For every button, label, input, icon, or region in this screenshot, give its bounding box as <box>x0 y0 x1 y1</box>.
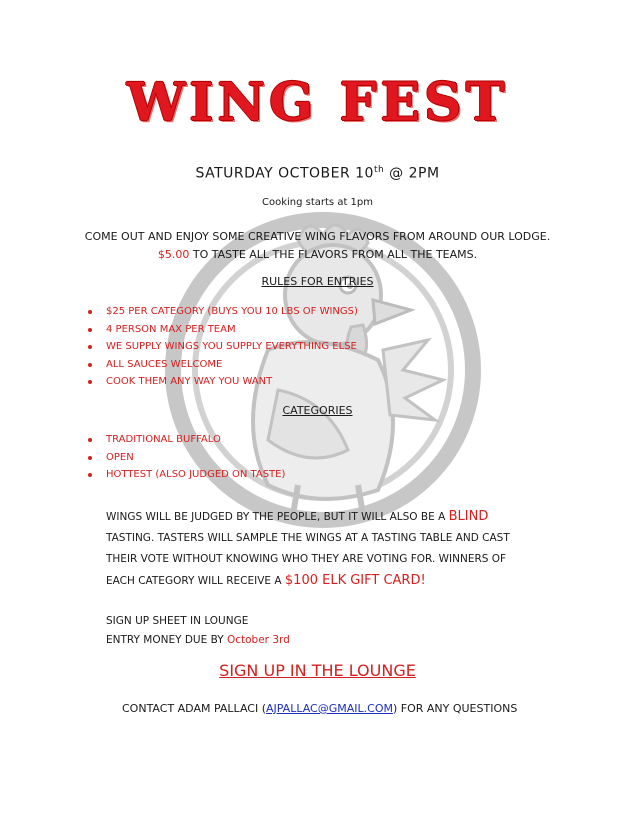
entry-money-date: October 3rd <box>226 634 290 646</box>
event-date <box>0 165 635 182</box>
category-item: TRADITIONAL BUFFALO <box>86 431 285 449</box>
entry-money-label: ENTRY MONEY DUE BY <box>106 634 227 646</box>
blind-highlight: BLIND <box>448 509 489 524</box>
rules-heading: RULES FOR ENTRIES <box>261 275 374 288</box>
judging-paragraph <box>106 506 576 592</box>
categories-list <box>86 431 285 484</box>
rules-list <box>86 303 358 391</box>
judging-line-4 <box>106 570 576 592</box>
date-suffix: th <box>373 165 385 175</box>
prize-highlight: $100 ELK GIFT CARD! <box>284 573 426 588</box>
judging-text-1: WINGS WILL BE JUDGED BY THE PEOPLE, BUT IT WILL ALSO BE A <box>106 511 449 523</box>
date-time: @ 2PM <box>384 165 440 182</box>
contact-email-link[interactable]: AJPALLAC@GMAIL.COM <box>265 702 393 715</box>
rule-item: $25 PER CATEGORY (BUYS YOU 10 LBS OF WINGS) <box>86 303 358 321</box>
rule-item: ALL SAUCES WELCOME <box>86 356 358 374</box>
signup-banner: SIGN UP IN THE LOUNGE <box>219 661 416 680</box>
judging-line-3: THEIR VOTE WITHOUT KNOWING WHO THEY ARE VOTING FOR. WINNERS OF <box>106 553 507 565</box>
signup-sheet-note: SIGN UP SHEET IN LOUNGE <box>106 615 249 627</box>
entry-money-note <box>106 631 576 650</box>
judging-text-4: EACH CATEGORY WILL RECEIVE A <box>106 575 285 587</box>
intro-line-2 <box>0 246 635 264</box>
category-item: HOTTEST (ALSO JUDGED ON TASTE) <box>86 466 285 484</box>
cooking-start-time: Cooking starts at 1pm <box>261 197 373 208</box>
category-item: OPEN <box>86 449 285 467</box>
intro-text <box>0 228 635 264</box>
rule-item: 4 PERSON MAX PER TEAM <box>86 321 358 339</box>
contact-text-before: CONTACT ADAM PALLACI ( <box>122 702 266 715</box>
intro-line-1: COME OUT AND ENJOY SOME CREATIVE WING FLAVORS FROM AROUND OUR LODGE. <box>84 230 551 243</box>
contact-text-after: ) FOR ANY QUESTIONS <box>392 702 518 715</box>
intro-line-2-text: TO TASTE ALL THE FLAVORS FROM ALL THE TEAMS. <box>189 248 478 261</box>
date-day: SATURDAY OCTOBER 10 <box>195 165 374 182</box>
contact-line <box>122 702 517 715</box>
signup-info <box>106 612 576 650</box>
rule-item: COOK THEM ANY WAY YOU WANT <box>86 373 358 391</box>
judging-line-1 <box>106 506 576 528</box>
rule-item: WE SUPPLY WINGS YOU SUPPLY EVERYTHING ELSE <box>86 338 358 356</box>
event-title: WING FEST <box>126 72 509 133</box>
judging-line-2: TASTING. TASTERS WILL SAMPLE THE WINGS AT A TASTING TABLE AND CAST <box>106 532 510 544</box>
tasting-price: $5.00 <box>157 248 190 261</box>
categories-heading: CATEGORIES <box>282 404 353 417</box>
